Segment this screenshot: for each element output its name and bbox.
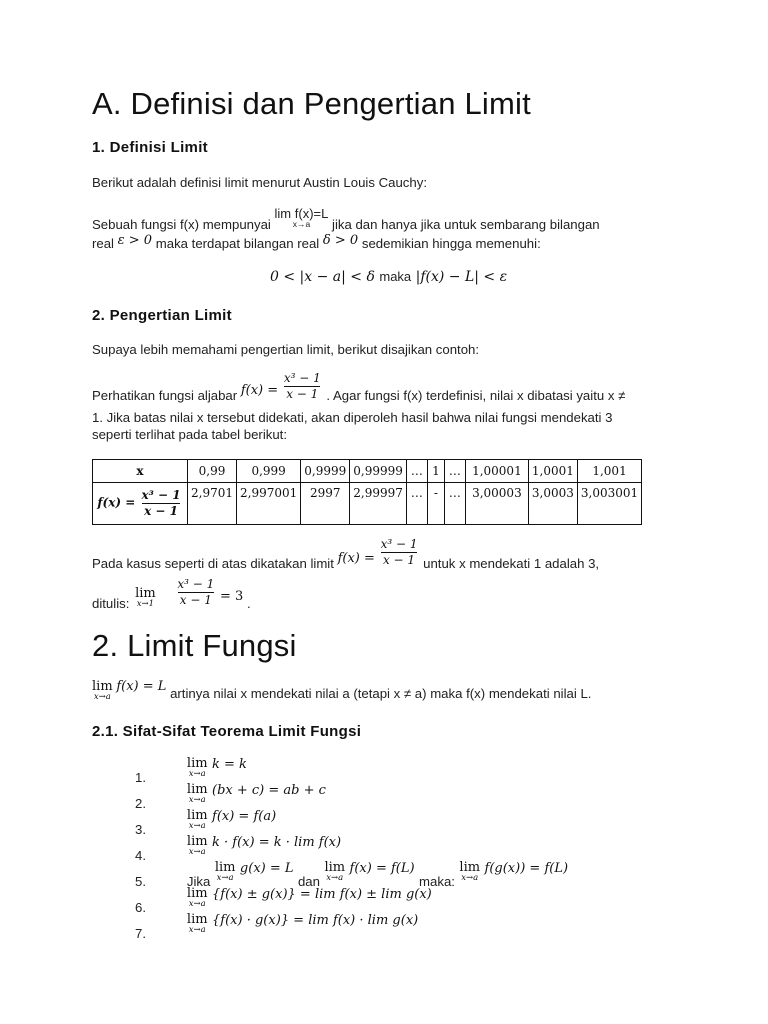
sifat-limit bbox=[187, 835, 208, 857]
table-header-x: x bbox=[93, 460, 188, 483]
def-limit-expression bbox=[275, 207, 329, 229]
ditulis-period: . bbox=[246, 595, 251, 611]
table-cell: 1,001 bbox=[577, 460, 641, 483]
heading-limit-fungsi: 2. Limit Fungsi bbox=[92, 628, 297, 663]
table-cell: 1,0001 bbox=[528, 460, 577, 483]
paragraph-fungsi-line-2: 1. Jika batas nilai x tersebut didekati, akan diperoleh hasil bahwa nilai fungsi mendekati 3 bbox=[92, 410, 613, 425]
section-title-sifat: 2.1. Sifat-Sifat Teorema Limit Fungsi bbox=[92, 723, 362, 740]
fungsi-fraction bbox=[282, 372, 323, 400]
pada-numerator: x³ − 1 bbox=[380, 537, 418, 551]
paragraph-limit-fungsi bbox=[92, 680, 591, 702]
ditulis-limit bbox=[135, 587, 156, 609]
sifat-sub: x→a bbox=[188, 847, 206, 857]
table-cell: 1 bbox=[427, 460, 444, 483]
sifat-limit bbox=[187, 913, 208, 935]
list-number: 4. bbox=[135, 847, 146, 863]
list-number: 3. bbox=[135, 821, 146, 837]
formula-right: |f(x) − L| < ε bbox=[415, 269, 508, 285]
sifat-sub: x→a bbox=[216, 873, 234, 883]
sifat-expr-a: g(x) = L bbox=[239, 860, 294, 876]
delta-condition: δ > 0 bbox=[322, 233, 359, 248]
sifat-expr: k · f(x) = k · lim f(x) bbox=[212, 834, 342, 850]
cauchy-formula bbox=[270, 268, 507, 286]
sifat-lim: lim bbox=[459, 860, 481, 875]
sifat-lim: lim bbox=[186, 782, 208, 797]
list-number: 6. bbox=[135, 899, 146, 915]
section-title-definisi: 1. Definisi Limit bbox=[92, 139, 208, 156]
sifat-sub: x→a bbox=[461, 873, 479, 883]
sifat-lim: lim bbox=[186, 808, 208, 823]
paragraph-fungsi-line-1 bbox=[92, 371, 626, 403]
table-cell: 2,9701 bbox=[188, 483, 237, 525]
list-item bbox=[135, 782, 326, 811]
section-title-pengertian: 2. Pengertian Limit bbox=[92, 307, 232, 324]
table-fx-label: f(x) = bbox=[97, 496, 136, 510]
list-number: 5. bbox=[135, 873, 146, 889]
sifat-dan: dan bbox=[297, 873, 320, 889]
table-row-fx bbox=[93, 483, 642, 525]
sifat-expr: f(x) = f(a) bbox=[212, 808, 277, 824]
sifat-limit bbox=[215, 861, 236, 883]
def-limit-top: lim f(x)=L bbox=[274, 206, 329, 221]
list-item bbox=[135, 834, 342, 863]
sifat-expr: {f(x) ± g(x)} = lim f(x) ± lim g(x) bbox=[212, 886, 432, 902]
fungsi-text-post: . Agar fungsi f(x) terdefinisi, nilai x dibatasi yaitu x ≠ bbox=[326, 387, 626, 403]
paragraph-ditulis bbox=[92, 577, 251, 611]
def-text-post: jika dan hanya jika untuk sembarang bilangan bbox=[332, 217, 600, 233]
sifat-sub: x→a bbox=[188, 795, 206, 805]
fraction-numerator: x³ − 1 bbox=[283, 371, 321, 385]
def-limit-sub: x→a bbox=[292, 219, 311, 229]
table-cell: … bbox=[406, 460, 427, 483]
table-cell: 2,997001 bbox=[237, 483, 301, 525]
epsilon-condition: ε > 0 bbox=[117, 233, 153, 248]
pada-fx: f(x) = bbox=[337, 550, 375, 566]
table-cell: … bbox=[444, 483, 465, 525]
sifat-maka: maka: bbox=[419, 873, 455, 889]
table-fx-numerator: x³ − 1 bbox=[141, 488, 181, 503]
sifat-lim: lim bbox=[186, 886, 208, 901]
sifat-lim: lim bbox=[186, 912, 208, 927]
sifat-lim: lim bbox=[324, 860, 346, 875]
sifat-lim: lim bbox=[186, 834, 208, 849]
ditulis-label: ditulis: bbox=[92, 595, 130, 611]
fraction-denominator: x − 1 bbox=[286, 386, 319, 401]
sifat-limit bbox=[324, 861, 345, 883]
list-item bbox=[135, 808, 277, 837]
table-cell: 2,99997 bbox=[350, 483, 407, 525]
ditulis-fraction bbox=[175, 578, 216, 606]
ditulis-result: = 3 bbox=[219, 588, 244, 604]
sifat-lim: lim bbox=[186, 756, 208, 771]
sifat-lim: lim bbox=[214, 860, 236, 875]
sifat-limit bbox=[187, 887, 208, 909]
list-item bbox=[135, 886, 432, 915]
table-fx-fraction bbox=[139, 489, 182, 517]
list-item bbox=[135, 912, 419, 941]
lf-text: artinya nilai x mendekati nilai a (tetapi x ≠ a) maka f(x) mendekati nilai L. bbox=[170, 686, 592, 702]
sifat-expr-b: f(x) = f(L) bbox=[349, 860, 415, 876]
table-cell: 3,003001 bbox=[577, 483, 641, 525]
sifat-sub: x→a bbox=[326, 873, 344, 883]
formula-left: 0 < |x − a| < δ bbox=[270, 269, 375, 285]
sifat-sub: x→a bbox=[188, 925, 206, 935]
pada-text-post: untuk x mendekati 1 adalah 3, bbox=[423, 555, 600, 571]
sifat-expr: (bx + c) = ab + c bbox=[212, 782, 326, 798]
lf-lim: lim bbox=[92, 679, 113, 694]
ditulis-lim-text: lim bbox=[135, 586, 156, 602]
lf-limit bbox=[92, 680, 113, 702]
definition-line-2 bbox=[92, 233, 541, 252]
ditulis-lim-sub: x→1 bbox=[136, 599, 155, 610]
fungsi-text-pre: Perhatikan fungsi aljabar bbox=[92, 387, 238, 403]
paragraph-pada-kasus bbox=[92, 537, 600, 571]
sifat-limit bbox=[187, 809, 208, 831]
ditulis-numerator: x³ − 1 bbox=[177, 577, 215, 591]
sifat-limit bbox=[187, 783, 208, 805]
ditulis-denominator: x − 1 bbox=[179, 592, 212, 607]
table-cell: 2997 bbox=[301, 483, 350, 525]
table-row-x bbox=[93, 460, 642, 483]
table-cell: 3,00003 bbox=[465, 483, 528, 525]
def-text-pre: Sebuah fungsi f(x) mempunyai bbox=[92, 217, 271, 233]
pada-text-pre: Pada kasus seperti di atas dikatakan limit bbox=[92, 555, 334, 571]
table-cell: 3,0003 bbox=[528, 483, 577, 525]
table-cell: 1,00001 bbox=[465, 460, 528, 483]
table-cell: 0,999 bbox=[237, 460, 301, 483]
table-header-fx bbox=[93, 483, 188, 525]
limit-value-table bbox=[92, 459, 642, 525]
list-number: 2. bbox=[135, 795, 146, 811]
fungsi-fx: f(x) = bbox=[240, 382, 279, 398]
sifat-limit bbox=[459, 861, 480, 883]
table-cell: - bbox=[427, 483, 444, 525]
sifat-expr: k = k bbox=[212, 756, 247, 772]
sifat-sub: x→a bbox=[188, 769, 206, 779]
def-real-1: real bbox=[92, 236, 114, 251]
paragraph-fungsi-line-3: seperti terlihat pada tabel berikut: bbox=[92, 427, 287, 442]
table-cell: 0,99 bbox=[188, 460, 237, 483]
lf-lim-sub: x→a bbox=[93, 692, 111, 702]
list-item bbox=[135, 756, 247, 785]
lf-expr: f(x) = L bbox=[116, 679, 167, 695]
table-cell: … bbox=[406, 483, 427, 525]
pada-denominator: x − 1 bbox=[382, 552, 416, 567]
sifat-sub: x→a bbox=[188, 899, 206, 909]
table-cell: … bbox=[444, 460, 465, 483]
table-cell: 0,99999 bbox=[350, 460, 407, 483]
list-number: 7. bbox=[135, 925, 146, 941]
table-fx-denominator: x − 1 bbox=[144, 504, 178, 518]
def-text-post-2: sedemikian hingga memenuhi: bbox=[361, 236, 541, 251]
paragraph-intro-cauchy: Berikut adalah definisi limit menurut Austin Louis Cauchy: bbox=[92, 175, 427, 190]
pada-fraction bbox=[379, 538, 420, 566]
sifat-expr: {f(x) · g(x)} = lim f(x) · lim g(x) bbox=[212, 912, 419, 928]
table-cell: 0,9999 bbox=[301, 460, 350, 483]
paragraph-intro-contoh: Supaya lebih memahami pengertian limit, berikut disajikan contoh: bbox=[92, 342, 480, 357]
sifat-sub: x→a bbox=[188, 821, 206, 831]
sifat-expr-c: f(g(x)) = f(L) bbox=[484, 860, 569, 876]
formula-maka: maka bbox=[379, 269, 412, 284]
list-number: 1. bbox=[135, 769, 146, 785]
list-item bbox=[135, 860, 569, 889]
sifat-jika: Jika bbox=[186, 873, 211, 889]
page-title: A. Definisi dan Pengertian Limit bbox=[92, 86, 531, 121]
sifat-limit bbox=[187, 757, 208, 779]
def-text-mid: maka terdapat bilangan real bbox=[155, 236, 320, 251]
